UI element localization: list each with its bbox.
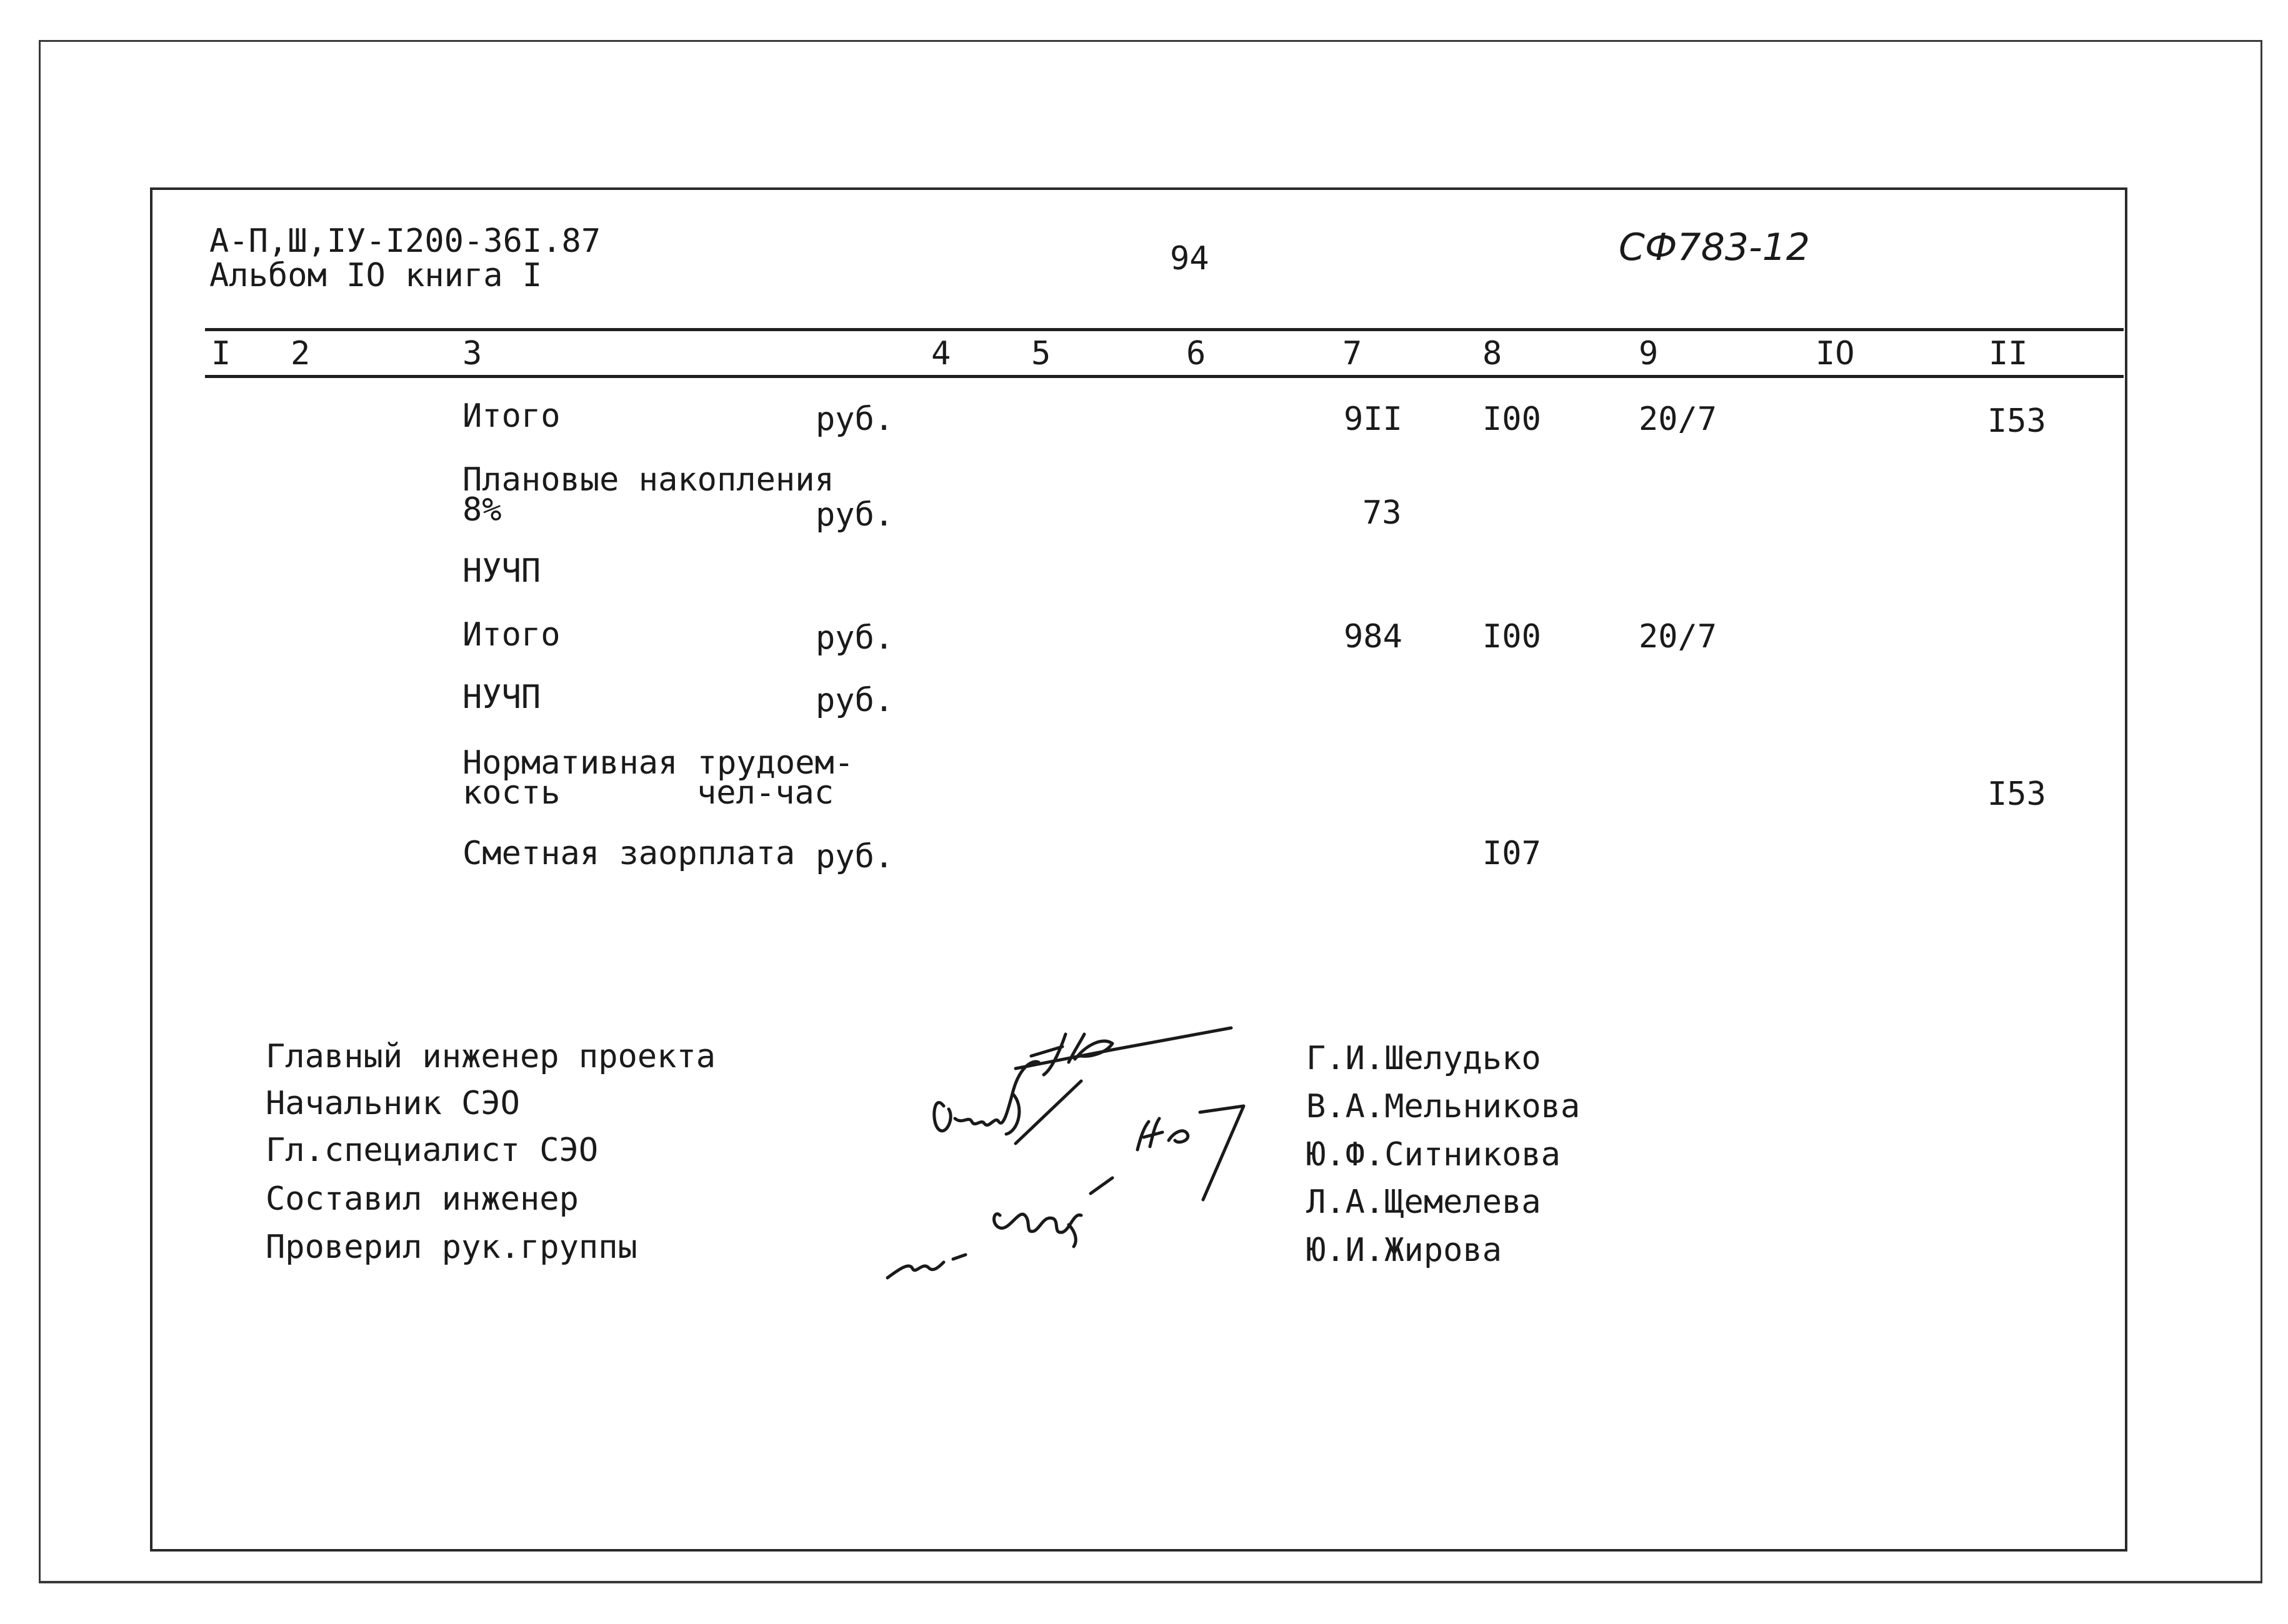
signatory-name: Г.И.Шелудько (1306, 1040, 1541, 1077)
doc-code: А-П,Ш,IУ-I200-36I.87 (209, 222, 601, 260)
row-unit: руб. (816, 838, 894, 875)
row-unit: руб. (816, 619, 894, 657)
cell-col7: 984 (1344, 618, 1402, 655)
cell-col8: I07 (1482, 835, 1541, 872)
column-number: 3 (462, 335, 482, 372)
column-number: 6 (1186, 335, 1206, 372)
column-number: I (211, 335, 231, 372)
signatory-position: Проверил рук.группы (266, 1228, 637, 1266)
column-number: II (1989, 335, 2028, 372)
cell-col7: 73 (1362, 494, 1402, 532)
table-header-rule (205, 375, 2124, 378)
signatory-position: Составил инженер (266, 1180, 579, 1218)
row-unit: руб. (816, 682, 894, 719)
column-number: 2 (291, 335, 311, 372)
handwritten-signatures (875, 1000, 1262, 1300)
cell-col8: I00 (1482, 618, 1541, 655)
column-number: 8 (1482, 335, 1502, 372)
row-name: НУЧП (462, 552, 541, 590)
row-unit: чел-час (697, 774, 834, 812)
cell-col11: I53 (1987, 402, 2046, 440)
cell-col11: I53 (1987, 775, 2046, 813)
row-unit: руб. (816, 496, 894, 534)
column-number: 7 (1342, 335, 1362, 372)
row-name-line1: Нормативная трудоем- (462, 744, 854, 782)
cell-col7: 9II (1344, 401, 1402, 438)
signatory-name: Ю.И.Жирова (1306, 1232, 1502, 1269)
signatory-name: Л.А.Щемелева (1306, 1183, 1541, 1221)
cell-col9: 20/7 (1639, 401, 1717, 438)
column-number: 5 (1031, 335, 1051, 372)
signatory-name: Ю.Ф.Ситникова (1306, 1136, 1561, 1173)
row-name-line2: кость (462, 774, 561, 812)
signatory-position: Начальник СЭО (266, 1085, 520, 1122)
page-number: 94 (1170, 240, 1209, 277)
cell-col8: I00 (1482, 401, 1541, 438)
inner-frame (150, 187, 2127, 1552)
signatory-position: Гл.специалист СЭО (266, 1132, 599, 1169)
cell-col9: 20/7 (1639, 618, 1717, 655)
table-top-rule (205, 328, 2124, 331)
row-name: Сметная заорплата (462, 835, 796, 872)
sheet-code: СФ783-12 (1619, 226, 1811, 269)
row-name: Итого (462, 616, 561, 654)
row-unit: руб. (816, 401, 894, 438)
signatory-name: В.А.Мельникова (1306, 1088, 1581, 1125)
column-number: 9 (1639, 335, 1659, 372)
row-name: НУЧП (462, 679, 541, 716)
row-name: Итого (462, 397, 561, 435)
row-name-line1: Плановые накопления (462, 461, 834, 499)
column-number: IO (1816, 335, 1855, 372)
signatory-position: Главный инженер проекта (266, 1038, 716, 1075)
album-label: Альбом IO книга I (209, 257, 542, 294)
column-number: 4 (931, 335, 951, 372)
row-name-line2: 8% (462, 491, 502, 529)
